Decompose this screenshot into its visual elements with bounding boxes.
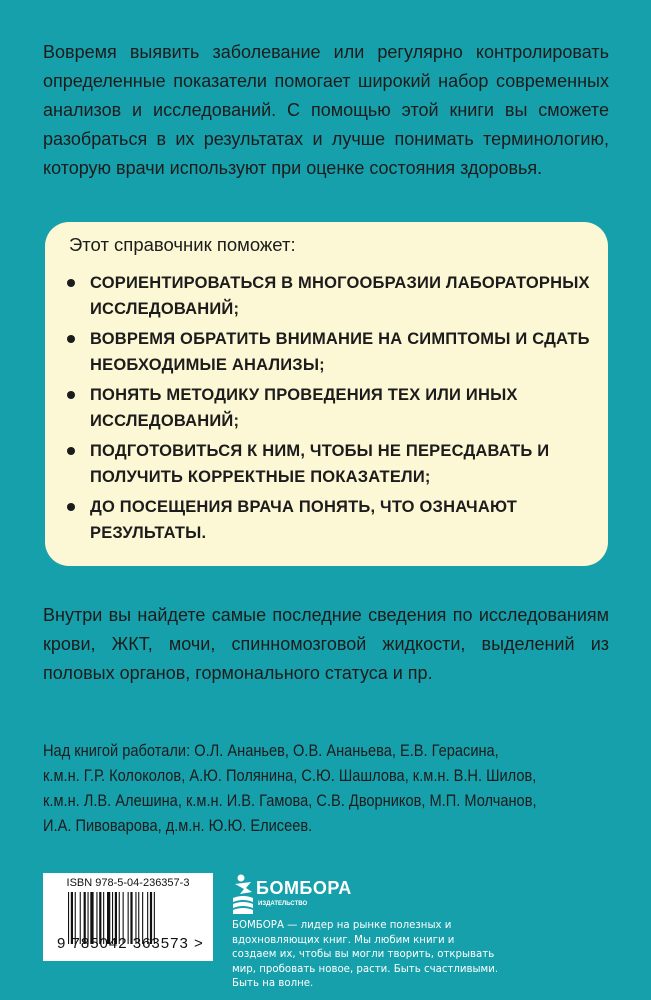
authors-line: к.м.н. Г.Р. Колоколов, А.Ю. Полянина, С.Ю. Шашлова, к.м.н. В.Н. Шилов, [43, 766, 537, 785]
publisher-name: БОМБОРА [256, 878, 352, 898]
bullet-icon [67, 279, 75, 287]
bullet-icon [67, 335, 75, 343]
authors-line: И.А. Пивоварова, д.м.н. Ю.Ю. Елисеев. [43, 816, 313, 835]
list-item-text: ВОВРЕМЯ ОБРАТИТЬ ВНИМАНИЕ НА СИМПТОМЫ И СДАТЬ НЕОБХОДИМЫЕ АНАЛИЗЫ; [90, 330, 590, 374]
benefits-title: Этот справочник поможет: [69, 234, 296, 255]
list-item [65, 382, 595, 434]
list-item [65, 270, 595, 322]
benefits-box [45, 222, 608, 566]
barcode [43, 873, 213, 961]
publisher-subtitle: ИЗДАТЕЛЬСТВО [258, 901, 308, 907]
list-item-text: СОРИЕНТИРОВАТЬСЯ В МНОГООБРАЗИИ ЛАБОРАТОРНЫХ ИССЛЕДОВАНИЙ; [90, 274, 590, 318]
bullet-icon [67, 447, 75, 455]
list-item-text: ПОНЯТЬ МЕТОДИКУ ПРОВЕДЕНИЯ ТЕХ ИЛИ ИНЫХ ИССЛЕДОВАНИЙ; [90, 386, 518, 430]
authors-line: к.м.н. Л.В. Алешина, к.м.н. И.В. Гамова, С.В. Дворников, М.П. Молчанов, [43, 791, 537, 810]
publisher-logo [232, 874, 362, 916]
list-item [65, 438, 595, 490]
authors-credits [43, 738, 576, 838]
bullet-icon [67, 503, 75, 511]
intro-paragraph: Вовремя выявить заболевание или регулярно контролировать определенные показатели помогает широкий набор современных анализов и исследований. С помощью этой книги вы сможете разобраться в их результатах и лучше понимать терминологию, которую врачи используют при оценке состояния здоровья. [43, 42, 609, 178]
authors-line: Над книгой работали: О.Л. Ананьев, О.В. Ананьева, Е.В. Герасина, [43, 741, 499, 760]
inside-paragraph: Внутри вы найдете самые последние сведения по исследованиям крови, ЖКТ, мочи, спинномозговой жидкости, выделений из половых органов, гормонального статуса и пр. [43, 605, 609, 683]
bombora-figure-icon [232, 874, 254, 914]
benefits-list [65, 270, 595, 550]
list-item [65, 326, 595, 378]
isbn-text: ISBN 978-5-04-236357-3 [66, 877, 190, 889]
list-item [65, 494, 595, 546]
list-item-text: ДО ПОСЕЩЕНИЯ ВРАЧА ПОНЯТЬ, ЧТО ОЗНАЧАЮТ РЕЗУЛЬТАТЫ. [90, 498, 518, 542]
list-item-text: ПОДГОТОВИТЬСЯ К НИМ, ЧТОБЫ НЕ ПЕРЕСДАВАТЬ И ПОЛУЧИТЬ КОРРЕКТНЫЕ ПОКАЗАТЕЛИ; [90, 442, 550, 486]
bullet-icon [67, 391, 75, 399]
ean-number: 9 785042 363573 > [57, 935, 204, 952]
publisher-blurb: БОМБОРА — лидер на рынке полезных и вдохновляющих книг. Мы любим книги и создаем их, чтобы вы могли творить, открывать мир, пробовать новое, расти. Быть счастливыми. Быть на волне. [232, 920, 499, 989]
